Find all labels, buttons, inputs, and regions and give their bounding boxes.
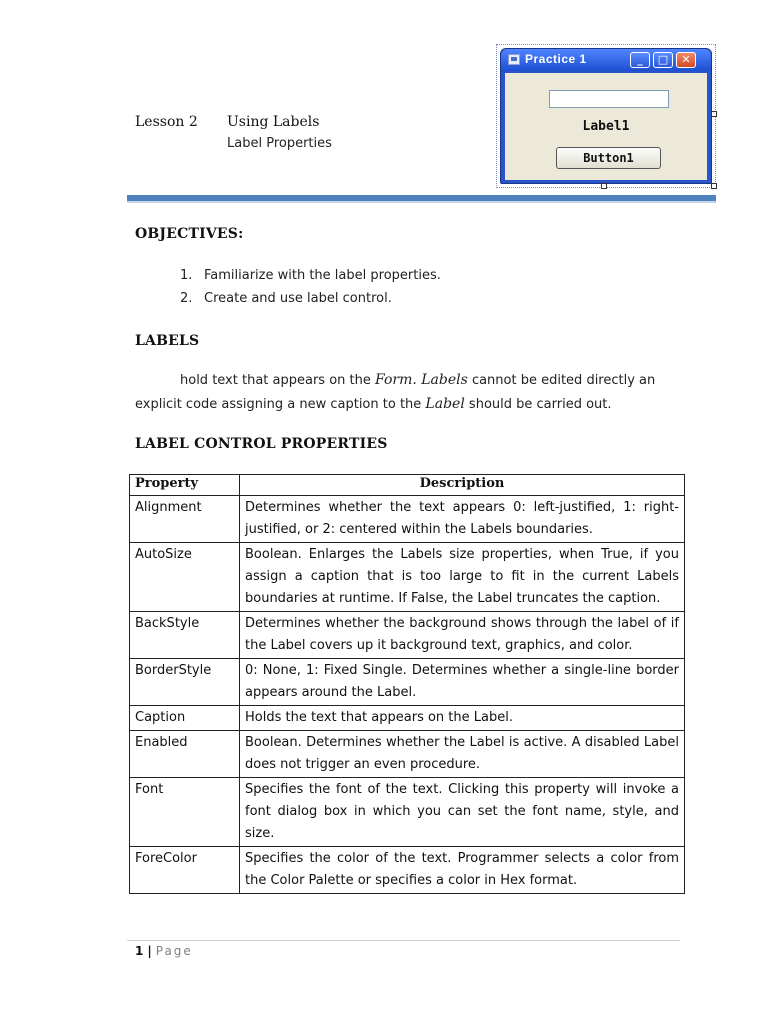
page-footer	[135, 944, 193, 958]
footer-separator: |	[147, 944, 152, 958]
minimize-icon[interactable]: _	[630, 52, 650, 68]
property-description: Holds the text that appears on the Label.	[240, 706, 685, 731]
objectives-heading: OBJECTIVES:	[135, 226, 244, 242]
page-word: Page	[155, 944, 193, 958]
properties-heading: LABEL CONTROL PROPERTIES	[135, 436, 388, 452]
paragraph-emphasis: Form. Labels	[375, 372, 468, 388]
labels-paragraph-line1	[180, 372, 680, 388]
table-row	[130, 731, 685, 778]
paragraph-text: cannot be edited directly an	[467, 373, 656, 388]
form-app-icon	[508, 54, 520, 65]
list-number: 1.	[180, 268, 193, 283]
paragraph-text: hold text that appears on the	[180, 373, 375, 388]
lesson-title: Using Labels	[227, 114, 320, 130]
table-row	[130, 543, 685, 612]
property-description: Determines whether the text appears 0: left-justified, 1: right-justified, or 2: centered within the Labels boundaries.	[240, 496, 685, 543]
vb-form-client-area	[505, 73, 707, 180]
list-text: Familiarize with the label properties.	[204, 268, 441, 283]
table-row	[130, 659, 685, 706]
vb-label1: Label1	[582, 119, 630, 134]
property-name: BorderStyle	[130, 659, 240, 706]
property-name: ForeColor	[130, 847, 240, 894]
property-name: Enabled	[130, 731, 240, 778]
maximize-icon[interactable]: □	[653, 52, 673, 68]
labels-paragraph-line2	[135, 396, 680, 412]
property-name: Caption	[130, 706, 240, 731]
property-description: 0: None, 1: Fixed Single. Determines whether a single-line border appears around the Label.	[240, 659, 685, 706]
property-description: Boolean. Determines whether the Label is active. A disabled Label does not trigger an even procedure.	[240, 731, 685, 778]
column-header-property: Property	[130, 475, 240, 496]
labels-heading: LABELS	[135, 333, 200, 349]
resize-handle-corner[interactable]	[711, 183, 717, 189]
property-name: AutoSize	[130, 543, 240, 612]
table-row	[130, 778, 685, 847]
vb-button1[interactable]: Button1	[556, 147, 661, 169]
list-text: Create and use label control.	[204, 291, 392, 306]
paragraph-text: should be carried out.	[464, 397, 612, 412]
table-row	[130, 612, 685, 659]
vb-textbox[interactable]	[549, 90, 669, 108]
header-rule-shadow	[127, 201, 716, 203]
vb-title-bar	[501, 49, 711, 71]
table-header-row	[130, 475, 685, 496]
paragraph-text: explicit code assigning a new caption to the	[135, 397, 426, 412]
column-header-description: Description	[240, 475, 685, 496]
property-description: Specifies the font of the text. Clicking this property will invoke a font dialog box in which you can set the font name, style, and size.	[240, 778, 685, 847]
table-row	[130, 496, 685, 543]
property-description: Specifies the color of the text. Programmer selects a color from the Color Palette or specifies a color in Hex format.	[240, 847, 685, 894]
vb-form-window	[500, 48, 712, 184]
property-name: Font	[130, 778, 240, 847]
property-description: Determines whether the background shows through the label of if the Label covers up it background text, graphics, and color.	[240, 612, 685, 659]
table-row	[130, 847, 685, 894]
table-row	[130, 706, 685, 731]
list-number: 2.	[180, 291, 193, 306]
vb-form-preview	[496, 44, 716, 188]
lesson-subtitle: Label Properties	[227, 136, 332, 151]
resize-handle-bottom[interactable]	[601, 183, 607, 189]
lesson-number: Lesson 2	[135, 114, 198, 130]
paragraph-emphasis: Label	[425, 396, 465, 412]
property-name: BackStyle	[130, 612, 240, 659]
footer-rule	[127, 940, 680, 941]
vb-window-title: Practice 1	[525, 52, 587, 66]
property-description: Boolean. Enlarges the Labels size properties, when True, if you assign a caption that is too large to fit in the current Labels boundaries at runtime. If False, the Label truncates the caption.	[240, 543, 685, 612]
resize-handle-right[interactable]	[711, 111, 717, 117]
page-number: 1	[135, 944, 144, 958]
properties-table	[129, 474, 685, 894]
property-name: Alignment	[130, 496, 240, 543]
close-icon[interactable]: ✕	[676, 52, 696, 68]
